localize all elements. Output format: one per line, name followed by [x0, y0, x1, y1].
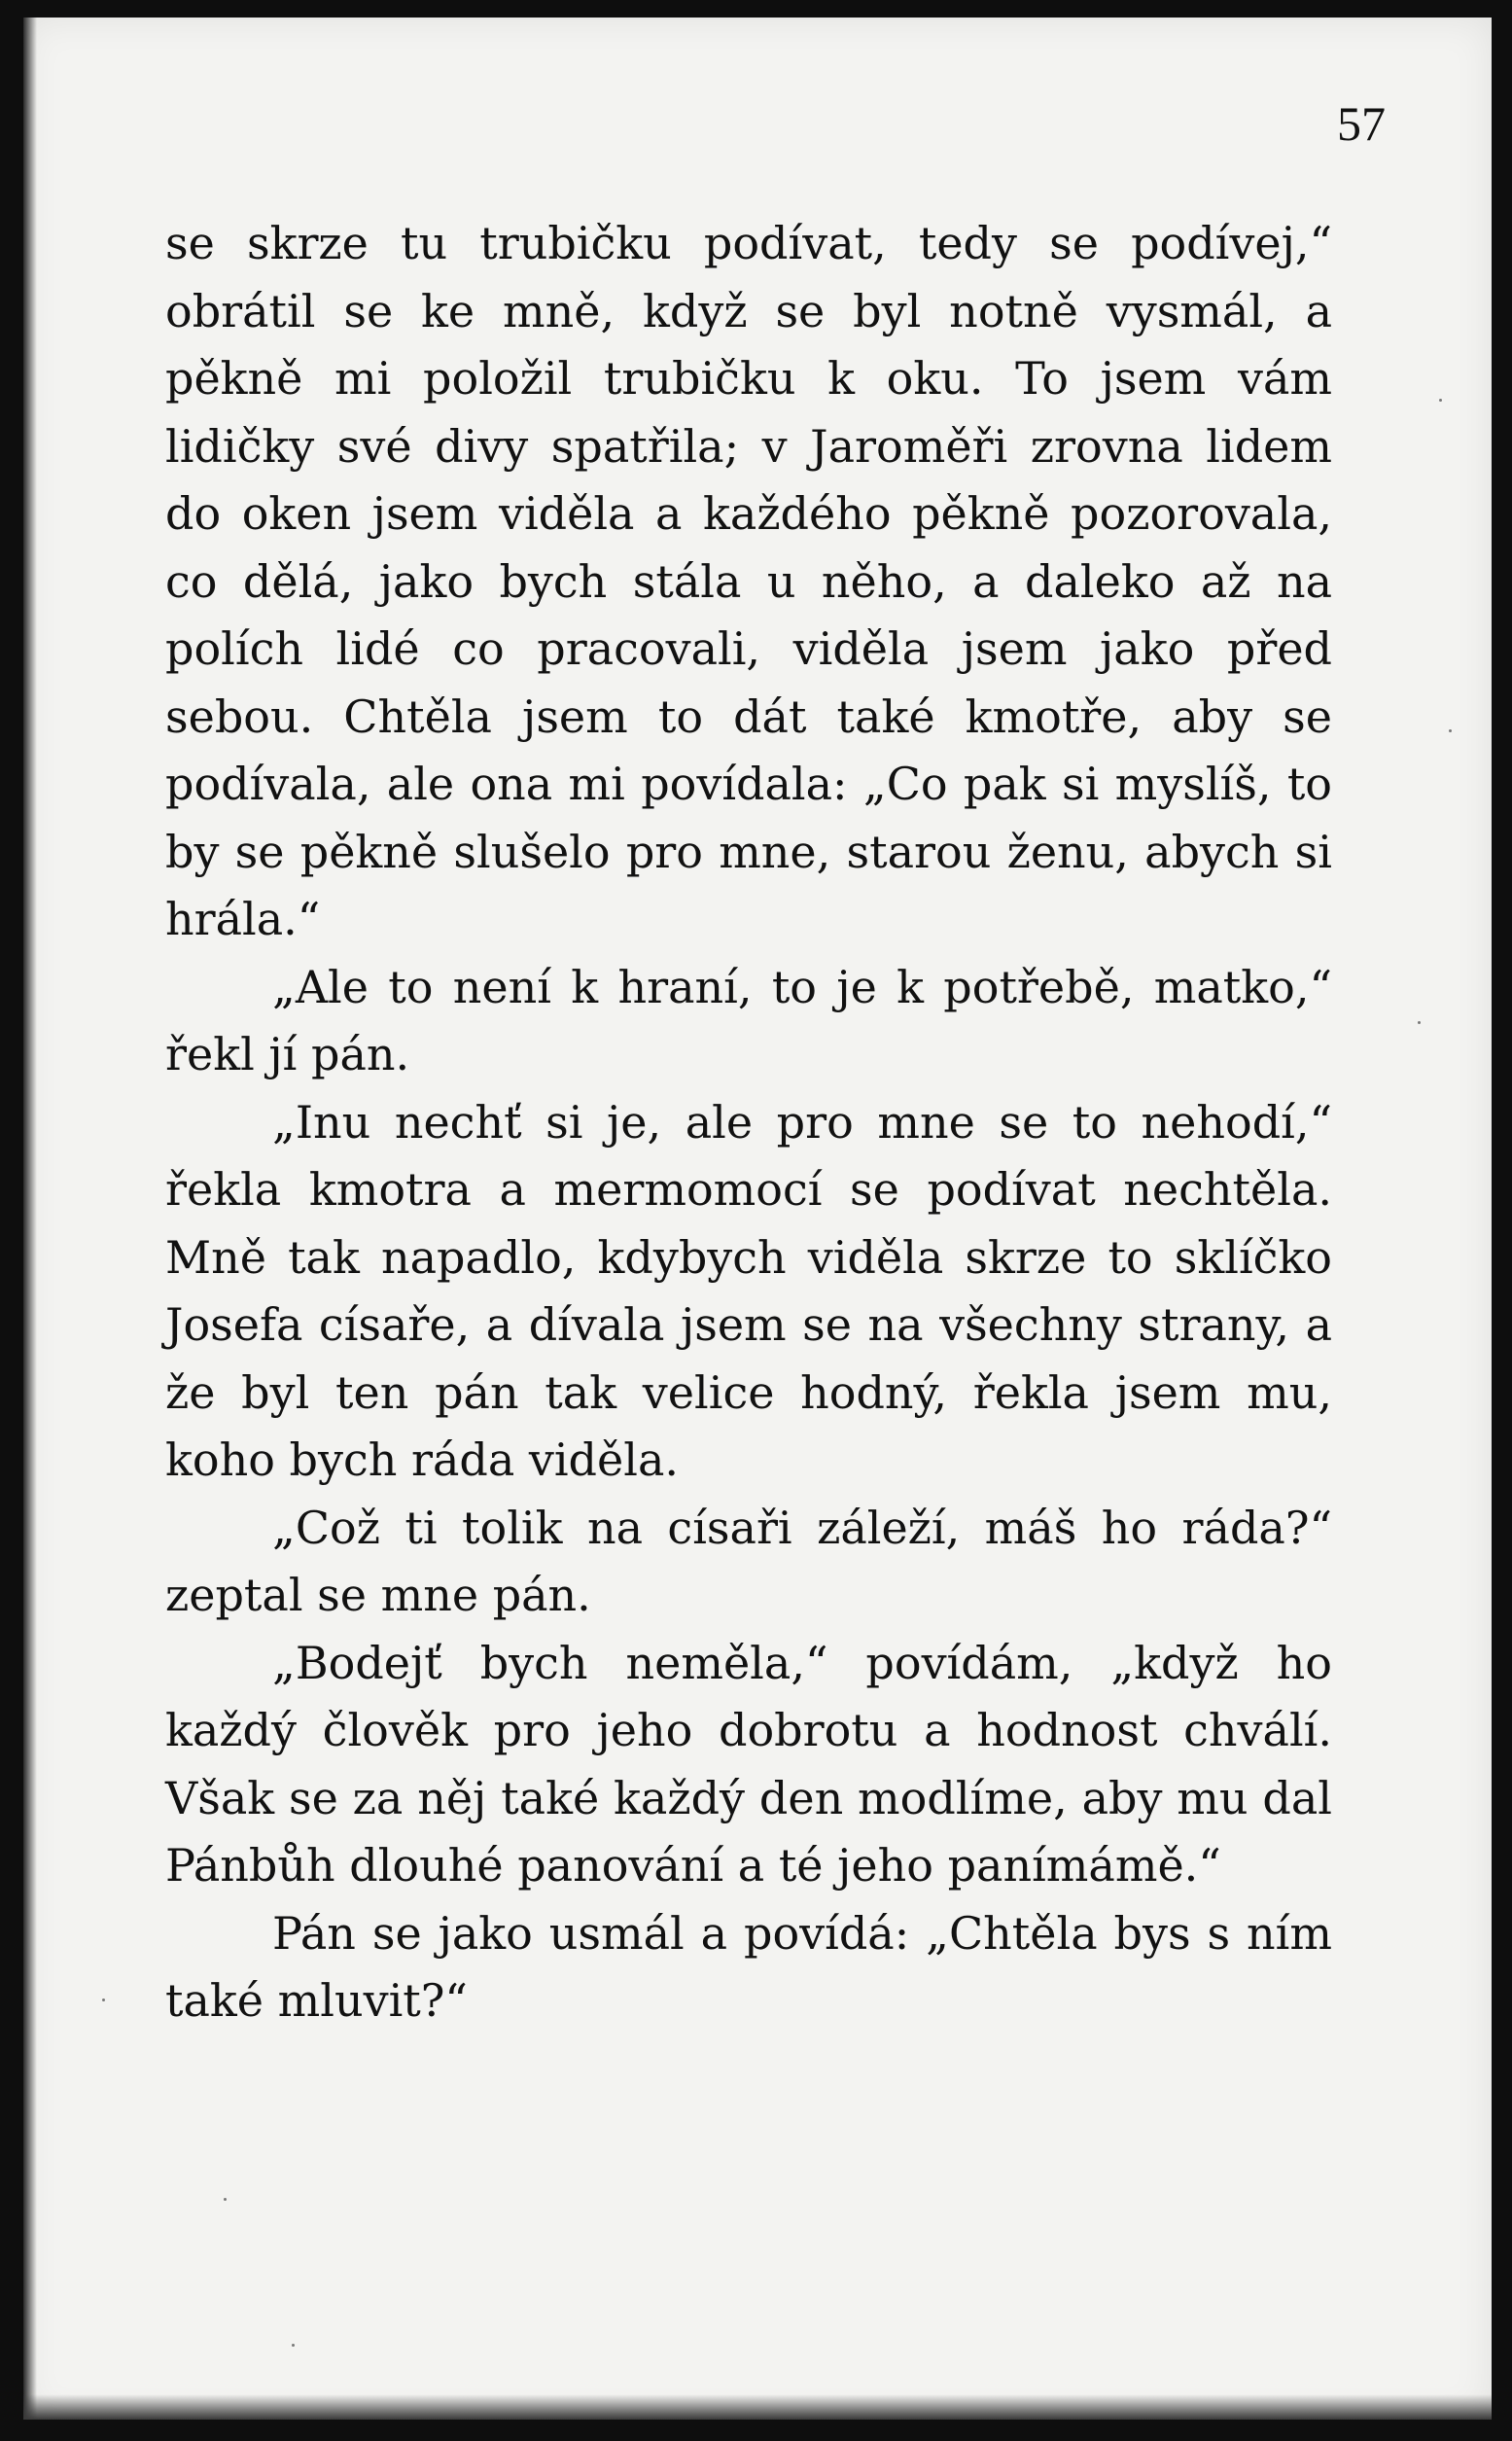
scan-speck	[1449, 729, 1452, 732]
scan-shadow-bottom	[23, 2394, 1492, 2420]
paragraph-5: „Bodejť bych neměla,“ povídám, „když ho každý člověk pro jeho dobrotu a hodnost chválí. Však se za něj také každý den modlíme, aby mu dal Pánbůh dlouhé panování a té jeho panímámě.“	[165, 1636, 1332, 1892]
scan-speck	[292, 2344, 295, 2347]
paragraph-2: „Ale to není k hraní, to je k potřebě, matko,“ řekl jí pán.	[165, 960, 1332, 1080]
paragraph-3: „Inu nechť si je, ale pro mne se to nehodí,“ řekla kmotra a mermomocí se podívat nechtěla. Mně tak napadlo, kdybych viděla skrze to sklíčko Josefa císaře, a dívala jsem se na všechny strany, a že byl ten pán tak velice hodný, řekla jsem mu, koho bych ráda viděla.	[165, 1095, 1332, 1486]
page-number: 57	[1337, 96, 1386, 151]
paragraph-6: Pán se jako usmál a povídá: „Chtěla bys s ním také mluvit?“	[165, 1906, 1332, 2027]
paragraph-1: se skrze tu trubičku podívat, tedy se podívej,“ obrátil se ke mně, když se byl notně vysmál, a pěkně mi položil trubičku k oku. To jsem vám lidičky své divy spatřila; v Jaroměři zrovna lidem do oken jsem viděla a každého pěkně pozorovala, co dělá, jako bych stála u něho, a daleko až na polích lidé co pracovali, viděla jsem jako před sebou. Chtěla jsem to dát také kmotře, aby se podívala, ale ona mi povídala: „Co pak si myslíš, to by se pěkně slušelo pro mne, starou ženu, abych si hrála.“	[165, 217, 1332, 945]
scan-shadow-left	[23, 18, 37, 2420]
scan-speck	[102, 1999, 105, 2001]
body-text	[165, 210, 1332, 2035]
scan-speck	[224, 2198, 227, 2201]
scan-speck	[1418, 1021, 1421, 1024]
scan-speck	[1439, 399, 1442, 402]
paragraph-4: „Což ti tolik na císaři záleží, máš ho ráda?“ zeptal se mne pán.	[165, 1501, 1332, 1621]
